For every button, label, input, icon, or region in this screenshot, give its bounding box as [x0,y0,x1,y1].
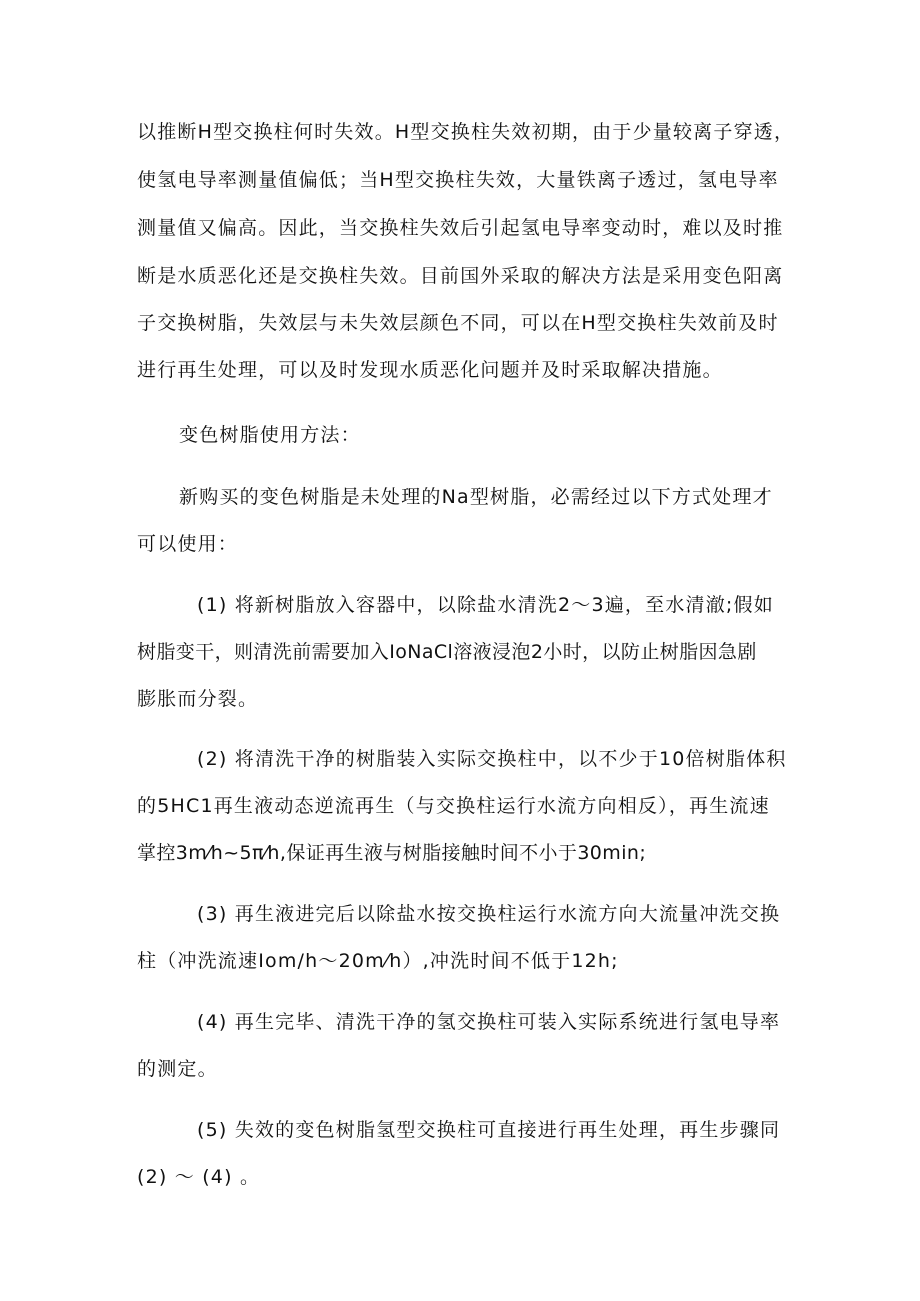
paragraph-line: 断是水质恶化还是交换柱失效。目前国外采取的解决方法是采用变色阳离 [137,265,784,287]
section-heading: 变色树脂使用方法： [179,424,361,446]
step-4-line: (4) 再生完毕、清洗干净的氢交换柱可装入实际系统进行氢电导率 [197,1011,781,1033]
intro-line: 可以使用： [137,533,239,555]
step-5-line: (5) 失效的变色树脂氢型交换柱可直接进行再生处理，再生步骤同 [197,1119,781,1141]
paragraph-line: 测量值又偏高。因此，当交换柱失效后引起氢电导率变动时，难以及时推 [137,217,784,239]
step-3-line: (3) 再生液进完后以除盐水按交换柱运行水流方向大流量冲洗交换 [197,903,781,925]
step-1-line: 膨胀而分裂。 [137,688,259,710]
paragraph-line: 使氢电导率测量值偏低；当H型交换柱失效，大量铁离子透过，氢电导率 [137,169,779,191]
step-5-line: (2) 〜 (4) 。 [137,1166,261,1188]
paragraph-line: 进行再生处理，可以及时发现水质恶化问题并及时采取解决措施。 [137,359,723,381]
paragraph-line: 子交换树脂，失效层与未失效层颜色不同，可以在H型交换柱失效前及时 [137,312,779,334]
step-1-line: 树脂变干，则清洗前需要加入IoNaCl溶液浸泡2小时，以防止树脂因急剧 [137,641,757,663]
intro-line: 新购买的变色树脂是未处理的Na型树脂，必需经过以下方式处理才 [179,486,773,508]
step-2-line: (2) 将清洗干净的树脂装入实际交换柱中，以不少于10倍树脂体积 [197,748,787,770]
step-4-line: 的测定。 [137,1058,218,1080]
step-2-line: 掌控3m⁄h~5π⁄h,保证再生液与树脂接触时间不小于30min; [137,842,647,864]
step-1-line: (1) 将新树脂放入容器中，以除盐水清洗2〜3遍，至水清澈;假如 [197,594,774,616]
step-3-line: 柱（冲洗流速Iom/h〜20m⁄h）,冲洗时间不低于12h; [137,950,619,972]
paragraph-line: 以推断H型交换柱何时失效。H型交换柱失效初期，由于少量较离子穿透， [137,121,795,143]
step-2-line: 的5HC1再生液动态逆流再生（与交换柱运行水流方向相反），再生流速 [137,795,770,817]
